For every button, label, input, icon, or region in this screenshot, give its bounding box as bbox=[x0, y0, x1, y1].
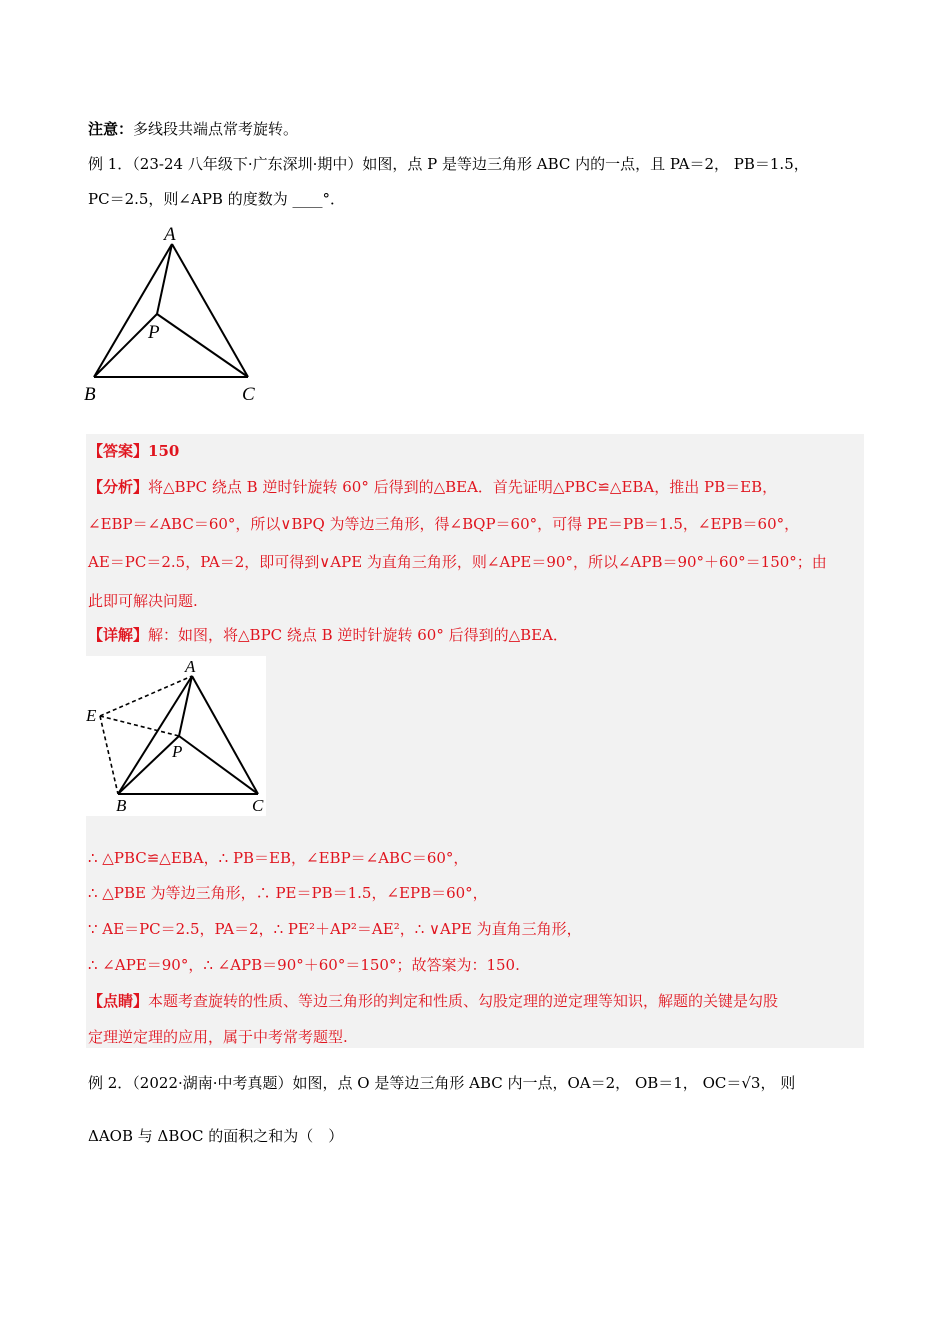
analysis-line1 bbox=[88, 476, 777, 497]
detail-step1: ∴ △PBC≌△EBA，∴ PB＝EB，∠EBP＝∠ABC＝60°， bbox=[88, 849, 469, 867]
edge-AC bbox=[172, 244, 248, 377]
comment-line1 bbox=[88, 990, 778, 1011]
label-P: P bbox=[148, 322, 160, 343]
analysis-line2: ∠EBP＝∠ABC＝60°，所以∨BPQ 为等边三角形，得∠BQP＝60°，可得 PE＝PB＝1.5，∠EPB＝60°， bbox=[88, 515, 800, 533]
label-C: C bbox=[252, 796, 264, 815]
label-A: A bbox=[185, 657, 196, 676]
detail-step3: ∵ AE＝PC＝2.5，PA＝2，∴ PE²＋AP²＝AE²，∴ ∨APE 为直角三角形， bbox=[88, 920, 582, 938]
note-text: 多线段共端点常考旋转。 bbox=[133, 120, 299, 138]
label-B: B bbox=[84, 384, 96, 405]
analysis-line4: 此即可解决问题. bbox=[88, 592, 198, 610]
answer-value: 150 bbox=[148, 442, 180, 460]
edge-AB bbox=[94, 244, 172, 377]
label-C: C bbox=[242, 384, 255, 405]
segment-PC bbox=[157, 314, 248, 377]
detail-step4: ∴ ∠APE＝90°，∴ ∠APB＝90°＋60°＝150°；故答案为：150. bbox=[88, 956, 520, 974]
note-label: 注意： bbox=[88, 120, 134, 138]
note-line bbox=[88, 118, 298, 139]
detail-rotation-figure bbox=[86, 656, 266, 816]
detail-text1: 解：如图，将△BPC 绕点 B 逆时针旋转 60° 后得到的△BEA． bbox=[148, 626, 568, 644]
detail-tag: 【详解】 bbox=[88, 626, 149, 644]
analysis-line3: AE＝PC＝2.5，PA＝2，即可得到∨APE 为直角三角形，则∠APE＝90°，所以∠APB＝90°＋60°＝150°；由 bbox=[88, 553, 827, 571]
comment-text1: 本题考查旋转的性质、等边三角形的判定和性质、勾股定理的逆定理等知识，解题的关键是勾股 bbox=[148, 992, 779, 1010]
example2-question-line2: ΔAOB 与 ΔBOC 的面积之和为（ ） bbox=[88, 1127, 344, 1145]
analysis-text1: 将△BPC 绕点 B 逆时针旋转 60° 后得到的△BEA．首先证明△PBC≌△EBA，推出 PB＝EB， bbox=[148, 478, 778, 496]
detail-step2: ∴ △PBE 为等边三角形，∴ PE＝PB＝1.5，∠EPB＝60°， bbox=[88, 884, 488, 902]
label-E: E bbox=[86, 706, 97, 725]
label-P: P bbox=[172, 742, 183, 761]
comment-line2: 定理逆定理的应用，属于中考常考题型. bbox=[88, 1028, 348, 1046]
example1-question-line1: 例 1．（23-24 八年级下·广东深圳·期中）如图，点 P 是等边三角形 ABC 内的一点，且 PA＝2， PB＝1.5， bbox=[88, 155, 809, 173]
detail-line1 bbox=[88, 624, 568, 645]
answer-line bbox=[88, 440, 179, 461]
answer-tag: 【答案】 bbox=[88, 442, 149, 460]
comment-tag: 【点睛】 bbox=[88, 992, 149, 1010]
label-A: A bbox=[164, 224, 176, 245]
segment-PA bbox=[157, 244, 172, 314]
example2-question-line1: 例 2．（2022·湖南·中考真题）如图，点 O 是等边三角形 ABC 内一点，OA＝2， OB＝1， OC＝√3， 则 bbox=[88, 1074, 796, 1092]
example1-triangle-figure bbox=[80, 222, 270, 406]
example1-question-line2: PC＝2.5，则∠APB 的度数为 ____°． bbox=[88, 190, 345, 208]
label-B: B bbox=[116, 796, 127, 815]
analysis-tag: 【分析】 bbox=[88, 478, 149, 496]
